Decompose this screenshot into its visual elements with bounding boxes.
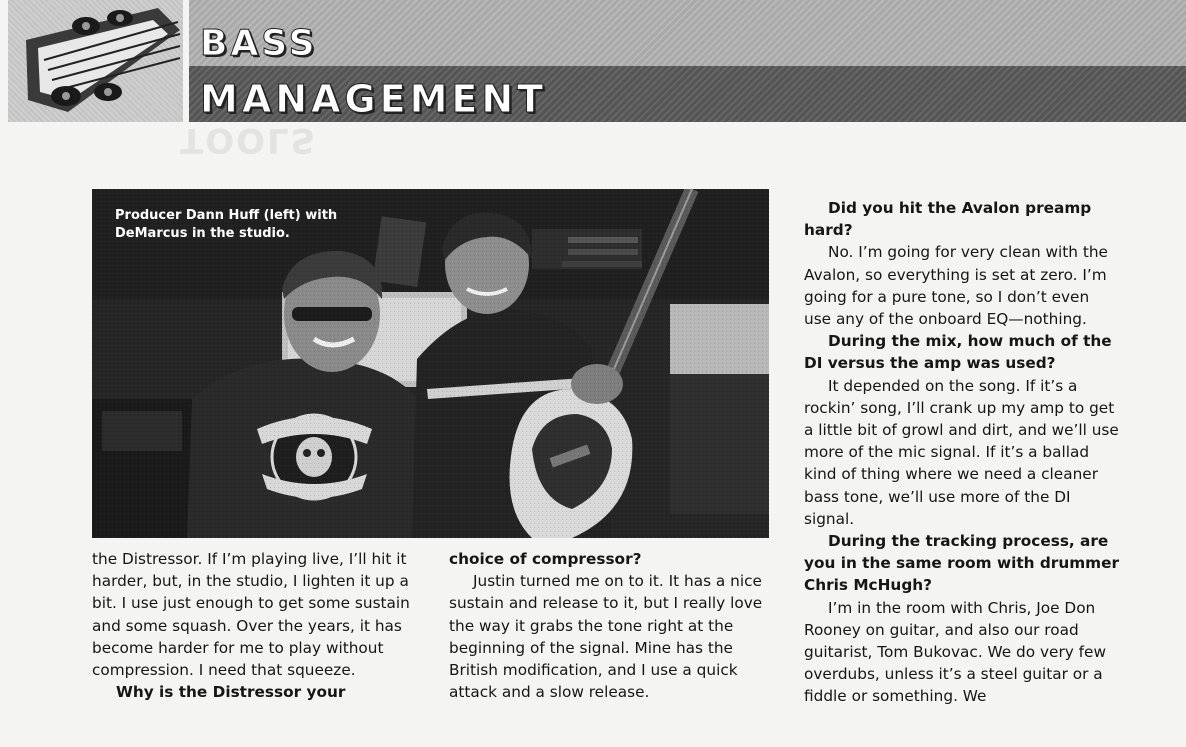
interview-question: During the mix, how much of the DI versus the amp was used?: [804, 332, 1112, 373]
interview-answer: I’m in the room with Chris, Joe Don Rooney on guitar, and also our road guitarist, Tom Bukovac. We do very few overdubs, unless it’s a steel guitar or a fiddle or something. We: [804, 598, 1106, 706]
text-column-middle: [449, 548, 769, 703]
section-title-line1: BASS: [200, 23, 318, 64]
header-band-top: [189, 0, 1186, 66]
interview-question: During the tracking process, are you in the same room with drummer Chris McHugh?: [804, 532, 1120, 595]
bleed-through-text: TOOLS: [180, 120, 318, 160]
interview-question: choice of compressor?: [449, 550, 642, 568]
text-column-left: [92, 548, 422, 703]
section-logo: [8, 0, 183, 122]
section-title-line2: MANAGEMENT: [200, 77, 548, 121]
bass-headstock-icon: [8, 0, 183, 122]
photo-caption: Producer Dann Huff (left) with DeMarcus in the studio.: [115, 208, 338, 241]
interview-answer: No. I’m going for very clean with the Avalon, so everything is set at zero. I’m going for a pure tone, so I don’t even use any of the onboard EQ—nothing.: [804, 243, 1108, 329]
section-header: [0, 0, 1186, 122]
paragraph: the Distressor. If I’m playing live, I’ll hit it harder, but, in the studio, I lighten it up a bit. I use just enough to get some sustain and some squash. Over the years, it has become harder for me to play without compression. I need that squeeze.: [92, 550, 410, 680]
interview-question: Did you hit the Avalon preamp hard?: [804, 199, 1092, 240]
text-column-right: [804, 197, 1120, 708]
studio-photo: [92, 189, 769, 538]
interview-answer: Justin turned me on to it. It has a nice sustain and release to it, but I really love the way it grabs the tone right at the beginning of the signal. Mine has the British modification, and I use a quick attack and a slow release.: [449, 572, 763, 702]
interview-answer: It depended on the song. If it’s a rockin’ song, I’ll crank up my amp to get a little bit of growl and dirt, and we’ll use more of the mic signal. If it’s a ballad kind of thing where we need a cleaner bass tone, we’ll use more of the DI signal.: [804, 376, 1119, 528]
interview-question: Why is the Distressor your: [116, 683, 346, 702]
